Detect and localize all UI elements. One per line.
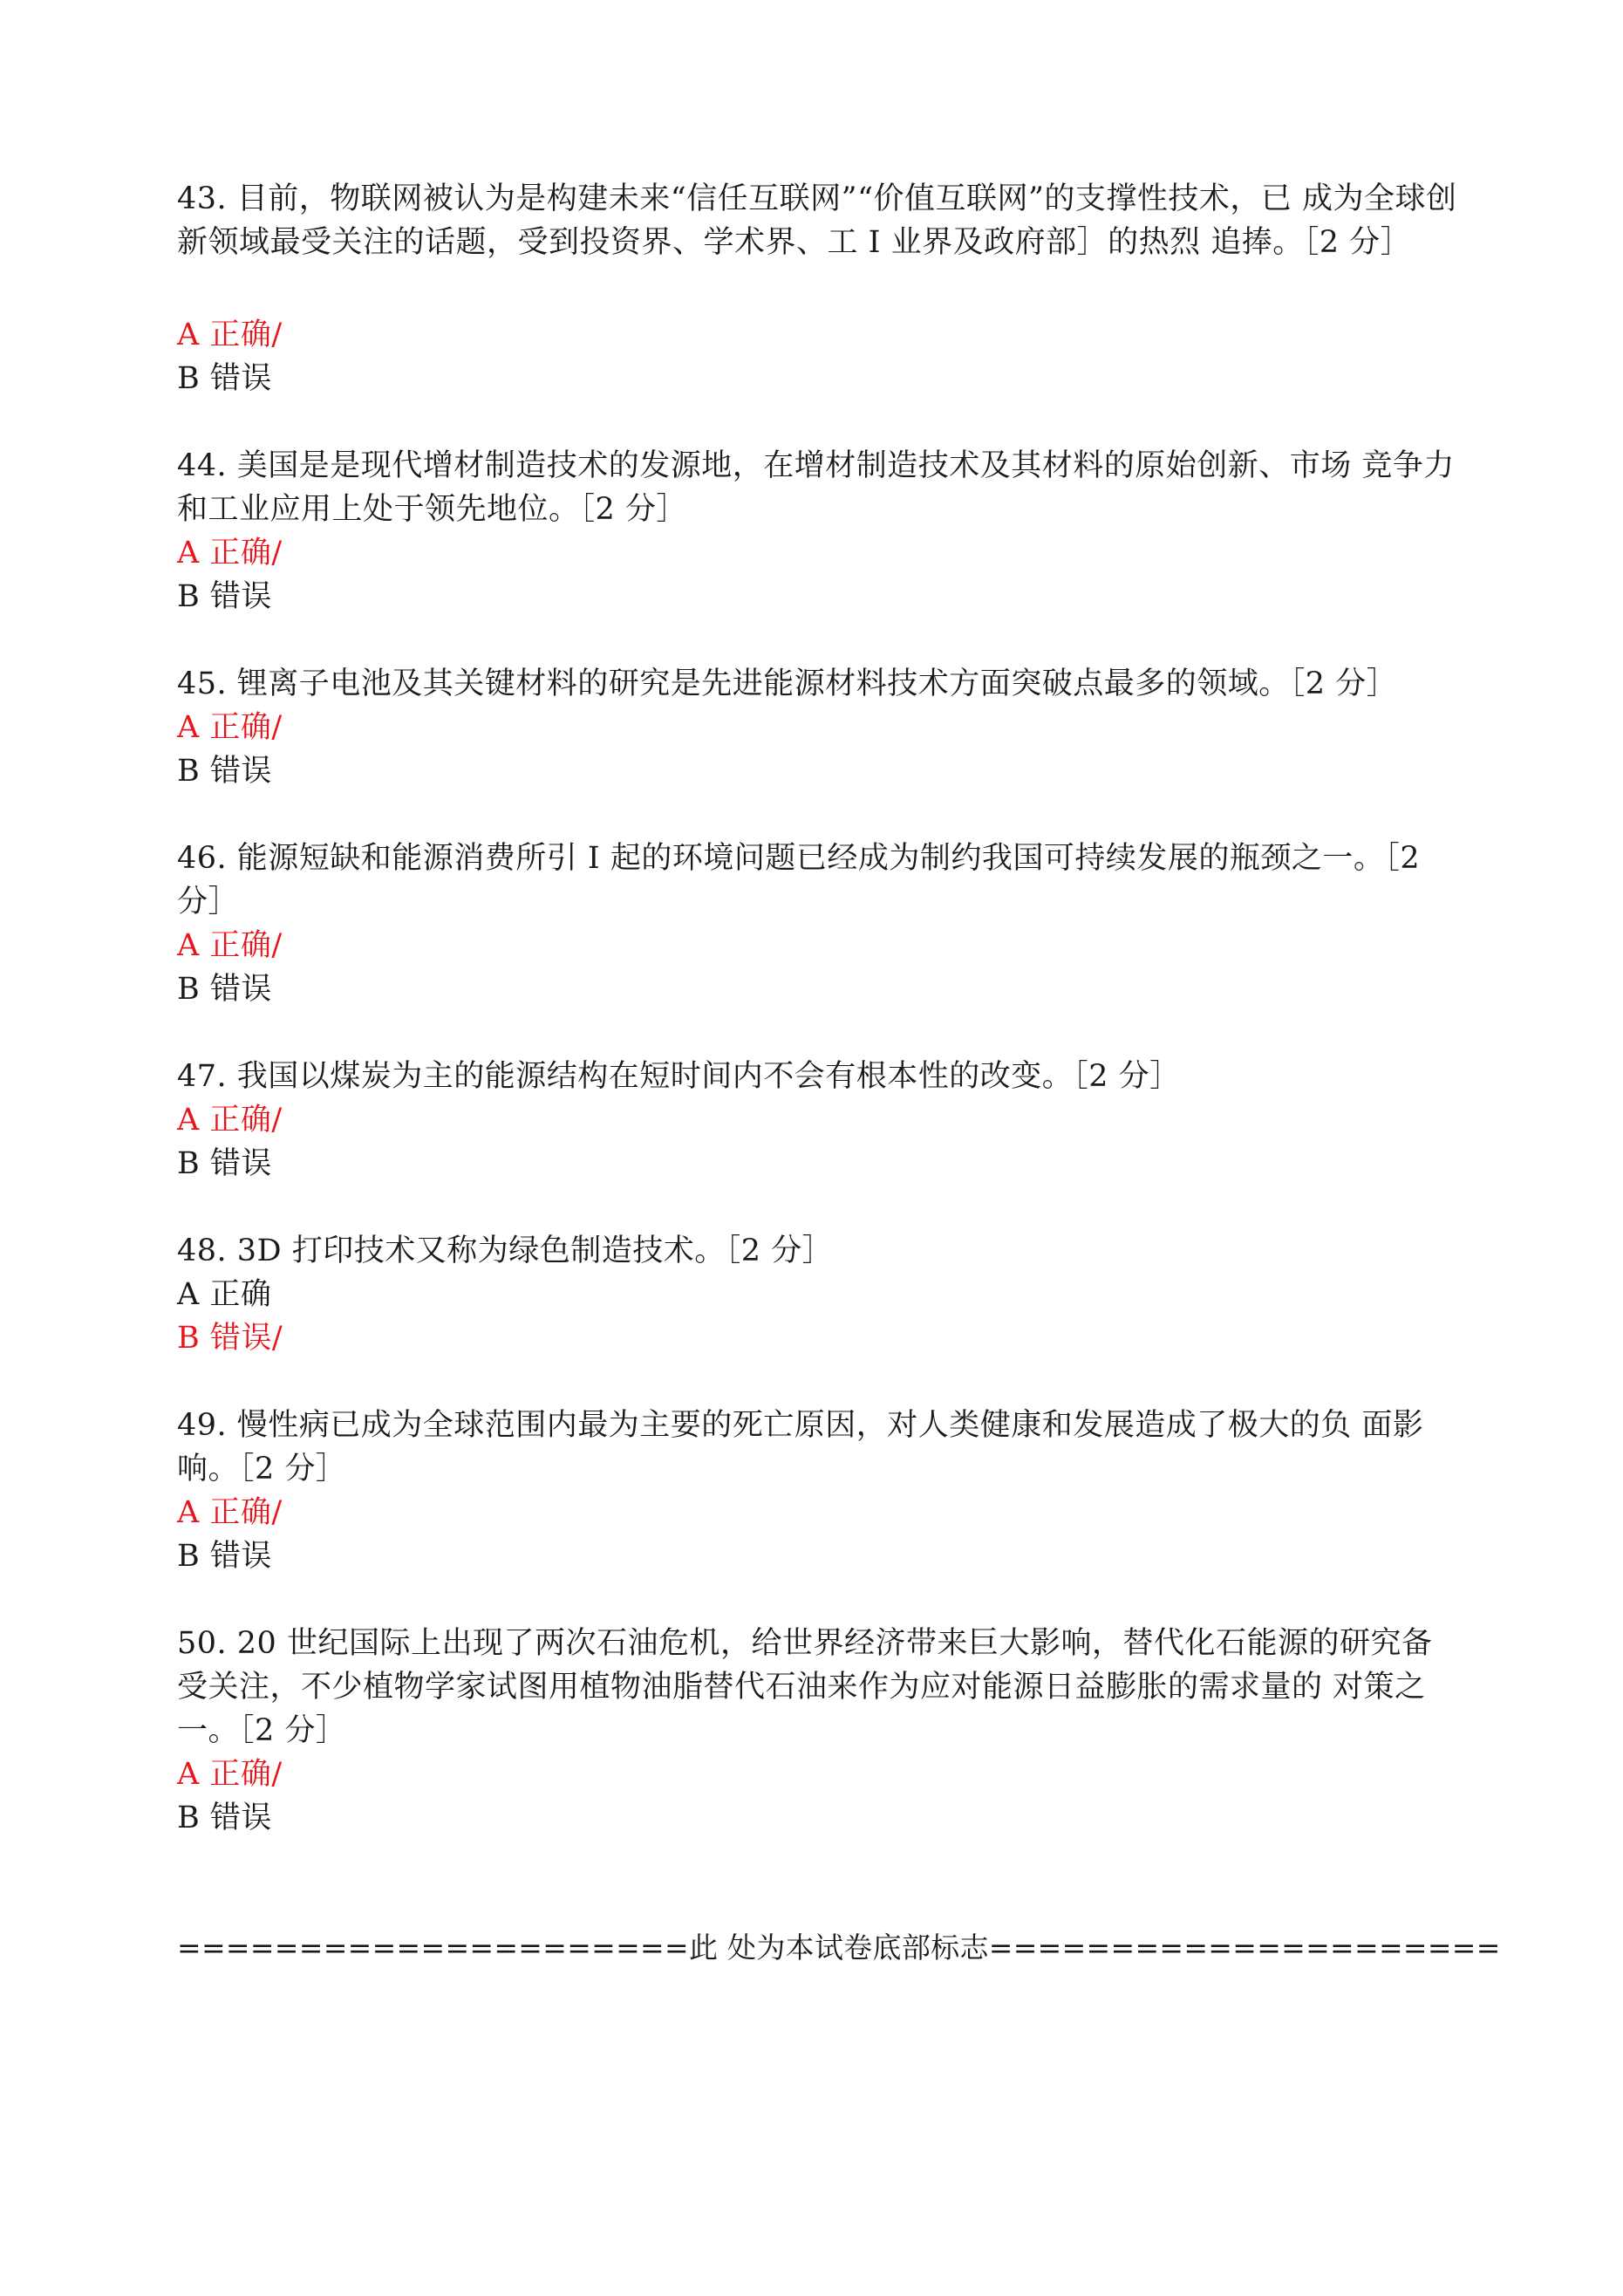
- question-49: [177, 1404, 1459, 1578]
- spacer: [177, 1578, 1459, 1622]
- option-b: B 错误: [177, 1146, 272, 1181]
- question-text: 50. 20 世纪国际上出现了两次石油危机，给世界经济带来巨大影响，替代化石能源的研究备受关注，不少植物学家试图用植物油脂替代石油来作为应对能源日益膨胀的需求量的 对策之一。［2 分］: [177, 1626, 1433, 1748]
- option-a: A 正确/: [177, 318, 283, 352]
- option-b: B 错误: [177, 754, 272, 789]
- option-b: B 错误: [177, 972, 272, 1007]
- question-47: [177, 1055, 1459, 1186]
- question-48: [177, 1229, 1459, 1360]
- option-a: A 正确/: [177, 710, 283, 745]
- question-text: 48. 3D 打印技术又称为绿色制造技术。［2 分］: [177, 1233, 834, 1268]
- spacer: [177, 1011, 1459, 1055]
- question-text: 43. 目前，物联网被认为是构建未来“信任互联网”“价值互联网”的支撑性技术，已 成为全球创新领域最受关注的话题，受到投资界、学术界、工 I 业界及政府部］的热烈 追捧。［2 分］: [177, 181, 1457, 260]
- spacer: [177, 793, 1459, 837]
- option-a: A 正确/: [177, 1103, 283, 1138]
- option-b: B 错误: [177, 579, 272, 614]
- question-text: 46. 能源短缺和能源消费所引 I 起的环境问题已经成为制约我国可持续发展的瓶颈之一。［2 分］: [177, 841, 1421, 919]
- option-b: B 错误: [177, 1539, 272, 1574]
- question-43: [177, 177, 1459, 400]
- spacer: [177, 618, 1459, 662]
- spacer: [177, 400, 1459, 444]
- question-46: [177, 837, 1459, 1011]
- question-text: 44. 美国是是现代增材制造技术的发源地，在增材制造技术及其材料的原始创新、市场 竞争力和工业应用上处于领先地位。［2 分］: [177, 448, 1455, 527]
- question-text: 45. 锂离子电池及其关键材料的研究是先进能源材料技术方面突破点最多的领域。［2 分］: [177, 666, 1398, 701]
- exam-end-marker: =====================此 处为本试卷底部标志=====================: [177, 1930, 1501, 1965]
- option-b: B 错误: [177, 1801, 272, 1835]
- option-a: A 正确/: [177, 1757, 283, 1792]
- option-b: B 错误/: [177, 1321, 283, 1356]
- question-list: [177, 177, 1459, 1840]
- question-text: 47. 我国以煤炭为主的能源结构在短时间内不会有根本性的改变。［2 分］: [177, 1059, 1181, 1094]
- question-text: 49. 慢性病已成为全球范围内最为主要的死亡原因，对人类健康和发展造成了极大的负 面影响。［2 分］: [177, 1408, 1424, 1486]
- option-a: A 正确/: [177, 928, 283, 963]
- spacer: [177, 1186, 1459, 1229]
- question-50: [177, 1622, 1459, 1840]
- spacer: [177, 1360, 1459, 1404]
- option-a: A 正确/: [177, 536, 283, 571]
- question-44: [177, 444, 1459, 618]
- question-45: [177, 662, 1459, 793]
- option-a: A 正确: [177, 1277, 272, 1312]
- option-b: B 错误: [177, 361, 272, 396]
- option-a: A 正确/: [177, 1495, 283, 1530]
